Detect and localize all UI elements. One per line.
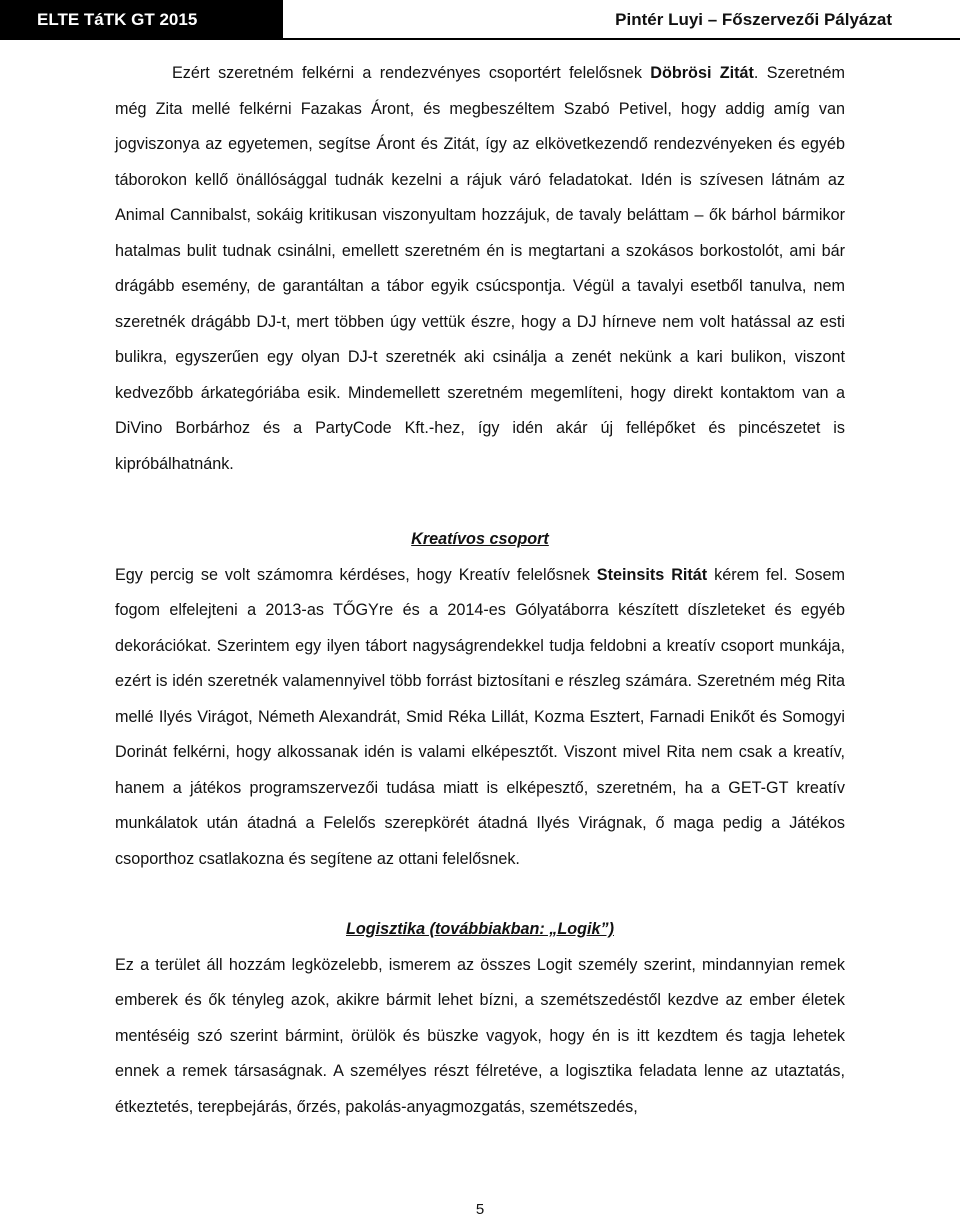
paragraph-events [115,56,845,482]
paragraph-text: . Szeretném még Zita mellé felkérni Fazakas Áront, és megbeszéltem Szabó Petivel, hogy addig amíg van jogviszonya az egyetemen, segítse Áront és Zitát, így az elkövetkezendő rendezvényeken és egyéb táborokon kellő önállósággal tudnák kezelni a rájuk váró feladatokat. Idén is szívesen látnám az Animal Cannibalst, sokáig kritikusan viszonyultam hozzájuk, de tavaly beláttam – ők bárhol bármikor hatalmas bulit tudnak csinálni, emellett szeretném én is megtartani a szokásos borkostolót, ami bár drágább esemény, de garantáltan a tábor egyik csúcspontja. Végül a tavalyi esetből tanulva, nem szeretnék drágább DJ-t, mert többen úgy vettük észre, hogy a DJ hírneve nem volt hatással az esti bulikra, egyszerűen egy olyan DJ-t szeretnék aki csinálja a zenét nekünk a kari bulikon, viszont kedvezőbb árkategóriába esik. Mindemellett szeretném megemlíteni, hogy direkt kontaktom van a DiVino Borbárhoz és a PartyCode Kft.-hez, így idén akár új fellépőket és pincészetet is kipróbálhatnánk. [115,64,845,473]
section-title-logistics: Logisztika (továbbiakban: „Logik”) [345,920,614,938]
paragraph-creative [115,558,845,878]
spacer [115,877,845,912]
bold-name: Steinsits Ritát [596,565,708,584]
spacer [115,482,845,522]
page-number: 5 [475,1201,485,1218]
paragraph-text: Ezért szeretném felkérni a rendezvényes csoportért felelősnek [172,64,651,82]
section-title-creative: Kreatívos csoport [411,530,549,548]
bold-name: Döbrösi Zitát [650,64,754,82]
paragraph-text: Egy percig se volt számomra kérdéses, hogy Kreatív felelősnek [115,565,597,584]
document-body [115,56,845,1125]
header-document-title: Pintér Luyi – Főszervezői Pályázat [283,0,960,40]
page-header [0,0,960,40]
header-org-label: ELTE TáTK GT 2015 [0,0,283,40]
paragraph-text: kérem fel. Sosem fogom elfelejteni a 2013-as TŐGYre és a 2014-es Gólyatáborra készített díszleteket és egyéb dekorációkat. Szerintem egy ilyen tábort nagyságrendekkel tudja feldobni a kreatív csoport munkája, ezért is idén szeretnék valamennyivel több forrást biztosítani e részleg számára. Szeretném még Rita mellé Ilyés Virágot, Németh Alexandrát, Smid Réka Lillát, Kozma Esztert, Farnadi Enikőt és Somogyi Dorinát felkérni, hogy alkossanak idén is valami elképesztőt. Viszont mivel Rita nem csak a kreatív, hanem a játékos programszervezői tudása miatt is elképesztő, szeretném, ha a GET-GT kreatív munkálatok után átadná a Felelős szerepkörét átadná Ilyés Virágnak, ő maga pedig a Játékos csoporthoz csatlakozna és segítene az ottani felelősnek. [115,565,845,868]
paragraph-logistics: Ez a terület áll hozzám legközelebb, ismerem az összes Logit személy szerint, mindannyian remek emberek és ők tényleg azok, akikre bármit lehet bízni, a szemétszedéstől kezdve az ember életek mentéséig szó szerint bármint, örülök és büszke vagyok, hogy én is itt kezdtem és tagja lehetek ennek a remek társaságnak. A személyes részt félretéve, a logisztika feladata lenne az utaztatás, étkeztetés, terepbejárás, őrzés, pakolás-anyagmozgatás, szemétszedés, [115,955,845,1116]
